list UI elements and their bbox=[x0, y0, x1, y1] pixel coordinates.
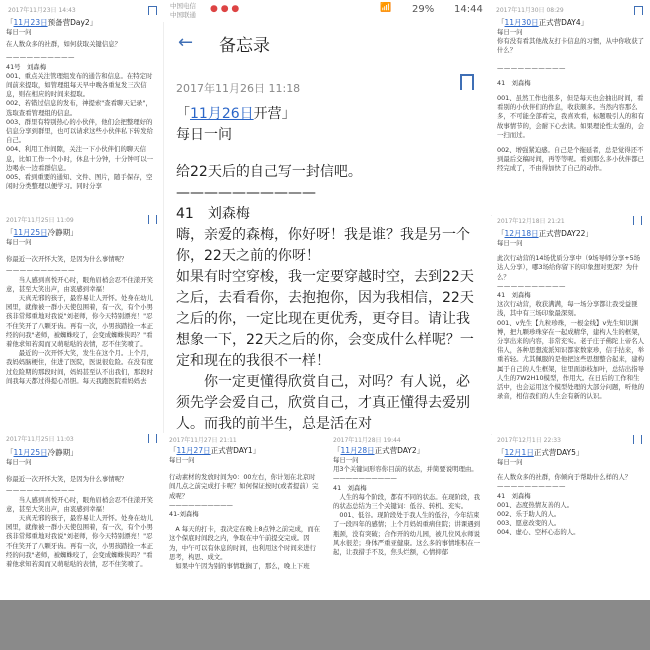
footer-band bbox=[0, 600, 650, 650]
note-question: 你最近一次开怀大笑，是因为什么事情呢？ bbox=[6, 475, 128, 484]
note-card-1201[interactable] bbox=[491, 446, 650, 600]
note-title: 「11月23日预备营Day2」 bbox=[6, 18, 98, 27]
note-line: 最近的一次开怀大笑，发生在这个月。上个月，我妈妈脑梗住，住进了医院，医说很危险。在没有度过危险期的那段时间，妈妈甚至认不出我们，那段时间我每天都过得提心吊胆。每天我跑医院看妈妈去 bbox=[6, 349, 153, 385]
bookmark-icon[interactable] bbox=[148, 215, 157, 224]
note-line: 003、群里有特别热心的小伙伴，他们会把整理好的信息分享到群里，也可以请求这些小伙伴私下转发给自己。 bbox=[6, 117, 153, 145]
note-line: 001、v先生【九粒珍珠，一根金线】v先生知识渊博，把九颗珍珠穿在一起成精华，建构人生的框架，分享出来的内容，非常充实。老子庄子佛陀上帝名人伟人，各种思想流派知识都家数家珍，信手拈来，举重若轻。尤其佩服的是他把这些思想整合起来，建构属于自己的人生框架，往里面添枝加叶，总结出指导人生的7W2H10模型，作用大。在日后的工作和生活中，也会运用这个模型处理的大部分问题，听他的录音，相信我们的人生会有新的认识。 bbox=[497, 318, 644, 401]
note-subtitle: 每日一问 bbox=[497, 28, 523, 36]
note-subtitle: 每日一问 bbox=[169, 456, 195, 464]
note-line: 用3个关键词形容你目前的状态，并简要说明理由。 bbox=[333, 465, 478, 474]
battery-level: 29% bbox=[412, 4, 435, 15]
memo-author: 41 刘森梅 bbox=[176, 206, 250, 222]
note-line: 人生的每个阶段，都有不同的状态。在现阶段，我的状态总结为三个关键词：低谷、转机、充实。 bbox=[333, 492, 480, 511]
bookmark-icon[interactable] bbox=[633, 435, 642, 444]
app-icons: ● ● ● bbox=[210, 4, 240, 14]
note-timestamp: 2017年11月25日 11:03 bbox=[6, 436, 74, 443]
note-timestamp: 2017年11月27日 21:11 bbox=[169, 437, 237, 444]
memo-paragraph: 你一定更懂得欣赏自己，对吗？有人说，必须先学会爱自己，欣赏自己，才真正懂得去爱别人。而我的前半生，总是活在对 bbox=[176, 374, 470, 432]
note-title: 「11月28日正式营DAY2」 bbox=[333, 446, 425, 455]
note-line: 当人感到喜悦开心时，眼角眉梢会忍不住漾开笑意，甚至大笑出声，由衷感到幸福！ bbox=[6, 275, 153, 293]
note-card-1123[interactable] bbox=[0, 15, 162, 215]
date-link[interactable]: 12月1日 bbox=[504, 448, 534, 457]
note-card-1125[interactable] bbox=[0, 225, 162, 433]
note-timestamp: 2017年12月1日 22:33 bbox=[497, 437, 561, 444]
memo-date: 2017年11月26日 11:18 bbox=[176, 82, 301, 95]
separator: —————————— bbox=[497, 482, 566, 491]
memo-subtitle: 每日一问 bbox=[176, 127, 232, 143]
memo-question: 给22天后的自己写一封信吧。 bbox=[176, 164, 362, 180]
note-author: 41号 刘森梅 bbox=[6, 62, 47, 71]
note-subtitle: 每日一问 bbox=[497, 239, 523, 247]
note-author: 41 刘森梅 bbox=[497, 78, 531, 87]
note-line: 003、愿意改变的人。 bbox=[497, 519, 561, 528]
clock: 14:44 bbox=[454, 4, 483, 15]
date-link[interactable]: 11月25日 bbox=[13, 448, 48, 457]
memo-paragraph: 如果有时空穿梭，我一定要穿越时空，去到22天之后，去看看你，去抱抱你，因为我相信，22天之后的你，一定比现在更优秀，更夺目。请让我想象一下，22天之后的你，会变成什么样呢？一定和现在的我很不一样！ bbox=[176, 269, 474, 369]
note-card-1128[interactable] bbox=[327, 433, 490, 600]
note-title: 「11月25日冷静期」 bbox=[6, 448, 78, 457]
separator: —————————— bbox=[169, 500, 233, 509]
date-link[interactable]: 11月26日 bbox=[190, 106, 254, 122]
note-subtitle: 每日一问 bbox=[497, 458, 523, 466]
note-author: 41-刘森梅 bbox=[169, 510, 199, 519]
separator: —————————— bbox=[333, 474, 397, 483]
note-subtitle: 每日一问 bbox=[333, 456, 359, 464]
note-line: 001、重点关注管理组发布的通告和信息。在特定时间前来提取，如管理组每天早中晚各重复发三次信息，则在相应的时间来提取。 bbox=[6, 71, 153, 99]
note-title: 「12月18日正式营DAY22」 bbox=[497, 229, 593, 238]
separator: —————————— bbox=[176, 185, 316, 201]
note-line: A 每天的打卡，我决定在晚上8点钟之前完成，而在这个保底时间段之内，争取在中午前提交完成。因为，中午可以有休息的时间，也利用这个时间来进行思考，构思、成文。 bbox=[169, 525, 321, 561]
note-question: 你有没有看其他战友打卡信息的习惯，从中你收获了什么？ bbox=[497, 37, 644, 55]
right-timestamp: 2017年11月30日 08:29 bbox=[496, 7, 564, 14]
note-question: 此次行动营的14场优质分享中（9场导师分享+5场达人分享），哪3场给你留下的印象想对更深？为什么？ bbox=[497, 254, 641, 281]
note-line: 004、利用工作间隙，关注一下小伙伴们的聊天信息，比如工作一个小时，休息十分钟，十分钟可以一边喝水一边看群信息。 bbox=[6, 145, 153, 172]
note-line: 001、虽然工作也很多，但是每天也会抽出时间，看看别的小伙伴们的作息，收获颇多。当然内容那么多，不可能全部看完，我喜欢看，标题吸引人的和有故事情节的，会耐下心去读。如果理论性太强的，会一扫而过。 bbox=[497, 94, 644, 139]
note-card-1127[interactable] bbox=[163, 433, 326, 600]
separator: —————————— bbox=[6, 486, 75, 495]
note-title: 「11月25日冷静期」 bbox=[6, 228, 78, 237]
note-title: 「11月27日正式营DAY1」 bbox=[169, 446, 261, 455]
separator: —————————— bbox=[497, 63, 566, 72]
note-line: 天真无邪的孩子，最容易让人开怀。处身在幼儿园里，就像被一群小天使包围着，有一次，有个小男孩非常郑重地对我说"刘老师，你今天特别漂亮！"忍不住笑开了八颗牙齿。再有一次，小男孩踏捡一本正经的问我"老师，被蜘蛛咬了，会变成蜘蛛侠吗？"看着他求知若渴而又萌哒哒的表情，忍不住笑喷了。 bbox=[6, 294, 153, 349]
date-link[interactable]: 11月30日 bbox=[504, 18, 539, 27]
note-subtitle: 每日一问 bbox=[6, 458, 32, 466]
note-line: 如果中午因为别的事情耽搁了，那么，晚上下班 bbox=[169, 562, 310, 571]
note-card-1218[interactable] bbox=[491, 226, 650, 434]
note-question: 在人数众多的社群，你倾向于帮助什么样的人？ bbox=[497, 473, 632, 482]
note-question: 在人数众多的社群，如何获取关键信息？ bbox=[6, 40, 122, 49]
separator: —————————— bbox=[6, 266, 75, 275]
note-author: 41 刘森梅 bbox=[497, 491, 531, 500]
note-timestamp: 2017年11月28日 19:44 bbox=[333, 437, 401, 444]
date-link[interactable]: 11月27日 bbox=[176, 446, 211, 455]
note-line: 当人感到喜悦开心时，眼角眉梢会忍不住漾开笑意，甚至大笑出声，由衷感到幸福！ bbox=[6, 495, 153, 513]
date-link[interactable]: 11月25日 bbox=[13, 228, 48, 237]
page-title: 备忘录 bbox=[219, 36, 270, 56]
bookmark-icon[interactable] bbox=[633, 216, 642, 225]
memo-paragraph: 嗨，亲爱的森梅，你好呀！我是谁？我是另一个你，22天之前的你呀！ bbox=[176, 227, 470, 264]
note-card-1130[interactable] bbox=[491, 15, 650, 215]
memo-title: 「11月26日开营」 bbox=[176, 106, 296, 122]
note-question: 你最近一次开怀大笑，是因为什么事情呢？ bbox=[6, 255, 128, 264]
note-line: 001、低谷。现阶段处于我人生的低谷，今年结束了一段四年的感情；上个月妈妈重病住院；讲课遇到瓶颈，没有突破；合作开的幼儿园，被几位风水师说风水很差；身体严重亚健康。这么多的事情堆积在一起，让我措手不及，焦头烂额，心情抑郁 bbox=[333, 511, 480, 557]
separator: —————————— bbox=[497, 281, 566, 290]
note-line: 002、增强紧迫感。自己是个拖延者，总是觉得还不到最后交稿时间，再等等呢。看到那么多小伙伴都已经完成了，不由得加快了自己的动作。 bbox=[497, 146, 644, 173]
note-card-1125b[interactable] bbox=[0, 446, 162, 600]
left-timestamp: 2017年11月23日 14:43 bbox=[8, 7, 76, 14]
date-link[interactable]: 11月23日 bbox=[13, 18, 48, 27]
separator: —————————— bbox=[6, 53, 75, 62]
memo-detail-view bbox=[163, 22, 492, 442]
note-title: 「11月30日正式营DAY4」 bbox=[497, 18, 589, 27]
memo-body[interactable] bbox=[176, 104, 478, 435]
note-author: 41 刘森梅 bbox=[333, 483, 367, 492]
note-timestamp: 2017年12月18日 21:21 bbox=[497, 218, 565, 225]
date-link[interactable]: 11月28日 bbox=[340, 446, 375, 455]
signal-icon: 📶 bbox=[380, 3, 392, 13]
date-link[interactable]: 12月18日 bbox=[504, 229, 539, 238]
note-line: 002、若错过信息的发布，神提索"查看聊天记录"，选取查看管理组的信息。 bbox=[6, 99, 152, 117]
note-line: 002、乐于助人的人。 bbox=[497, 510, 561, 519]
note-line: 004、虚心、空杯心态的人。 bbox=[497, 528, 580, 537]
note-timestamp: 2017年11月25日 11:09 bbox=[6, 217, 74, 224]
bookmark-icon[interactable] bbox=[460, 74, 474, 90]
note-subtitle: 每日一问 bbox=[6, 238, 32, 246]
back-arrow-icon[interactable]: ← bbox=[178, 32, 194, 53]
note-line: 005、看到重要的通知、文件、图片，随手保存，空闲时分类整理以便学习。同时分享 bbox=[6, 173, 153, 191]
bookmark-icon[interactable] bbox=[148, 434, 157, 443]
note-title: 「12月1日正式营DAY5」 bbox=[497, 448, 584, 457]
note-line: 001、态度热情友善的人。 bbox=[497, 500, 574, 509]
note-line: 行动素材的发放时间为0：00左右，你计划在北京时间几点之前完成打卡呢？如何保证按时(或者提前）完成呢？ bbox=[169, 473, 319, 500]
note-line: 这次行动营，收获满满，每一场分享都让我受益匪浅，其中有三场印象最深刻。 bbox=[497, 300, 638, 318]
carrier-1: 中国电信 bbox=[170, 2, 196, 10]
note-subtitle: 每日一问 bbox=[6, 28, 32, 36]
carrier-2: 中国联通 bbox=[170, 11, 196, 19]
note-line: 天真无邪的孩子，最容易让人开怀。处身在幼儿园里，就像被一群小天使包围着，有一次，有个小男孩非常郑重地对我说"刘老师，你今天特别漂亮！"忍不住笑开了八颗牙齿。再有一次，小男孩踏捡一本正经的问我"老师，被蜘蛛咬了，会变成蜘蛛侠吗？"看着他求知若渴而又萌哒哒的表情，忍不住笑喷了。 bbox=[6, 514, 153, 569]
note-author: 41 刘森梅 bbox=[497, 291, 531, 300]
